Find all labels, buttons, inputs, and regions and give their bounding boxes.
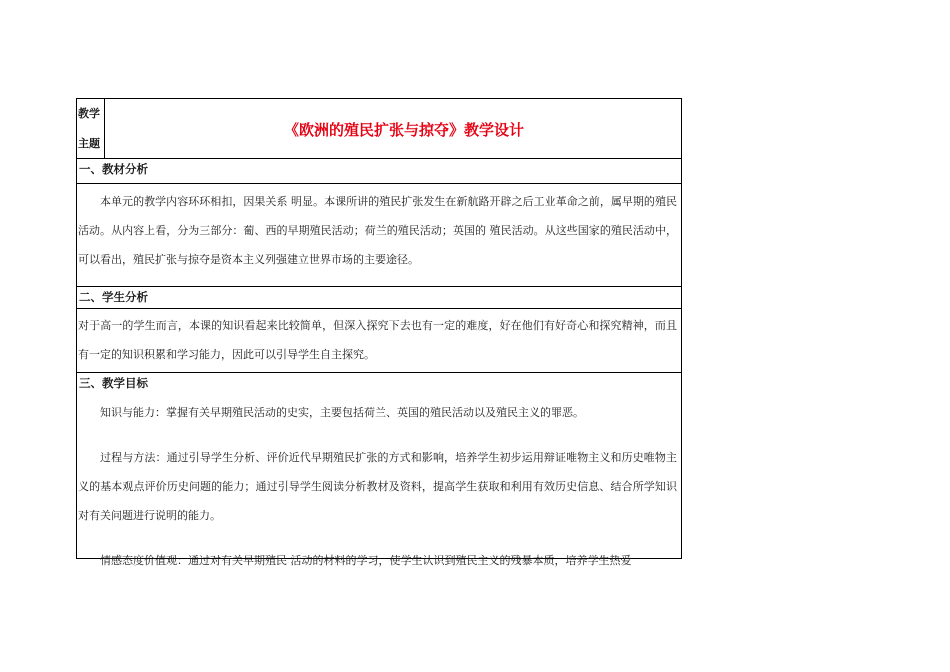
objective-knowledge-text: 知识与能力：掌握有关早期殖民活动的史实，主要包括荷兰、英国的殖民活动以及殖民主义的罪恶。 xyxy=(100,406,584,419)
title-row xyxy=(77,99,681,159)
students-body-row xyxy=(77,309,681,373)
students-heading: 二、学生分析 xyxy=(79,290,148,304)
objectives-heading: 三、教学目标 xyxy=(79,376,148,390)
title-label-line-1: 教学 xyxy=(78,107,100,120)
lesson-plan-table xyxy=(76,98,682,567)
textbook-heading-row xyxy=(77,159,681,184)
textbook-body-row xyxy=(77,184,681,287)
objectives-section xyxy=(77,373,681,567)
students-analysis-text: 对于高一的学生而言，本课的知识看起来比较简单，但深入探究下去也有一定的难度，好在他们有好奇心和探究精神，而且有一定的知识积累和学习能力，因此可以引导学生自主探究。 xyxy=(78,319,677,361)
title-label xyxy=(77,99,105,159)
title-label-line-2: 主题 xyxy=(78,137,100,150)
objective-process-text: 过程与方法：通过引导学生分析、评价近代早期殖民扩张的方式和影响，培养学生初步运用辩证唯物主义和历史唯物主义的基本观点评价历史问题的能力；通过引导学生阅读分析教材及资料，提高学生获取和利用有效历史信息、结合所学知识对有关问题进行说明的能力。 xyxy=(78,451,677,522)
textbook-analysis-text: 本单元的教学内容环环相扣，因果关系 明显。本课所讲的殖民扩张发生在新航路开辟之后工业革命之前，属早期的殖民活动。从内容上看，分为三部分：葡、西的早期殖民活动；荷兰的殖民活动；英国的 殖民活动。从这些国家的殖民活动中，可以看出，殖民扩张与掠夺是资本主义列强建立世界市场的主要途径。 xyxy=(78,195,677,266)
objective-values-text: 情感态度价值观：通过对有关早期殖民 活动的材料的学习，使学生认识到殖民主义的残暴本质，培养学生热爱 xyxy=(100,554,632,567)
textbook-heading: 一、教材分析 xyxy=(79,162,148,176)
document-title: 《欧洲的殖民扩张与掠夺》教学设计 xyxy=(283,120,524,139)
students-heading-row xyxy=(77,287,681,309)
